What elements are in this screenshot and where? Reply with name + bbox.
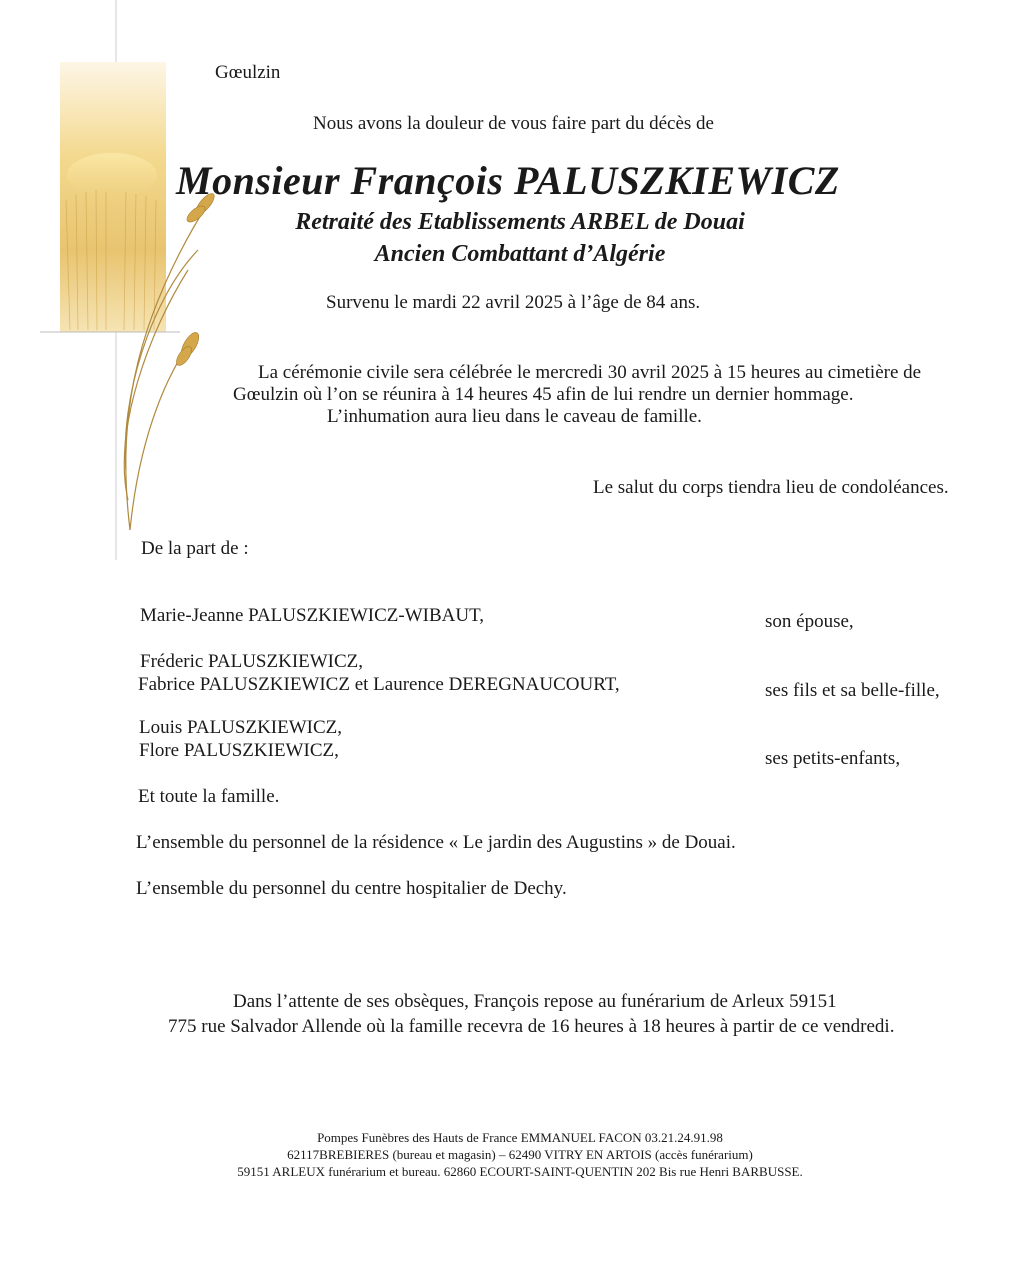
repose-line-1: Dans l’attente de ses obsèques, François repose au funérarium de Arleux 59151 xyxy=(233,991,837,1012)
subtitle-veteran: Ancien Combattant d’Algérie xyxy=(374,241,666,267)
intro-text: Nous avons la douleur de vous faire part du décès de xyxy=(313,113,714,134)
family-relation: ses petits-enfants, xyxy=(765,748,901,769)
family-name: Marie-Jeanne PALUSZKIEWICZ-WIBAUT, xyxy=(140,605,485,626)
family-other: Et toute la famille. xyxy=(138,786,280,807)
ceremony-line-2: Gœulzin où l’on se réunira à 14 heures 45 afin de lui rendre un dernier hommage. xyxy=(233,384,854,405)
ceremony-line-3: L’inhumation aura lieu dans le caveau de famille. xyxy=(327,406,702,427)
death-date: Survenu le mardi 22 avril 2025 à l’âge de 84 ans. xyxy=(326,292,701,313)
family-relation: ses fils et sa belle-fille, xyxy=(765,680,940,701)
town-name: Gœulzin xyxy=(215,62,281,83)
footer-address-1: 62117BREBIERES (bureau et magasin) – 62490 VITRY EN ARTOIS (accès funérarium) xyxy=(287,1147,753,1162)
family-name: Fréderic PALUSZKIEWICZ, xyxy=(140,651,364,672)
family-name: Fabrice PALUSZKIEWICZ et Laurence DEREGNAUCOURT, xyxy=(138,674,620,695)
family-heading: De la part de : xyxy=(141,538,249,559)
family-relation: son épouse, xyxy=(765,611,854,632)
wheat-field-icon xyxy=(0,0,260,560)
deceased-name: Monsieur François PALUSZKIEWICZ xyxy=(176,158,840,203)
condolences-note: Le salut du corps tiendra lieu de condoléances. xyxy=(593,477,949,498)
repose-line-2: 775 rue Salvador Allende où la famille recevra de 16 heures à 18 heures à partir de ce vendredi. xyxy=(168,1016,895,1037)
family-other: L’ensemble du personnel du centre hospitalier de Dechy. xyxy=(136,878,567,899)
footer-address-2: 59151 ARLEUX funérarium et bureau. 62860 ECOURT-SAINT-QUENTIN 202 Bis rue Henri BARBUSSE. xyxy=(237,1164,803,1179)
family-name: Louis PALUSZKIEWICZ, xyxy=(139,717,343,738)
footer-company: Pompes Funèbres des Hauts de France EMMANUEL FACON 03.21.24.91.98 xyxy=(317,1130,723,1145)
subtitle-retirement: Retraité des Etablissements ARBEL de Douai xyxy=(295,209,745,235)
ceremony-line-1: La cérémonie civile sera célébrée le mercredi 30 avril 2025 à 15 heures au cimetière de xyxy=(258,362,922,383)
family-other: L’ensemble du personnel de la résidence « Le jardin des Augustins » de Douai. xyxy=(136,832,736,853)
family-name: Flore PALUSZKIEWICZ, xyxy=(139,740,339,761)
